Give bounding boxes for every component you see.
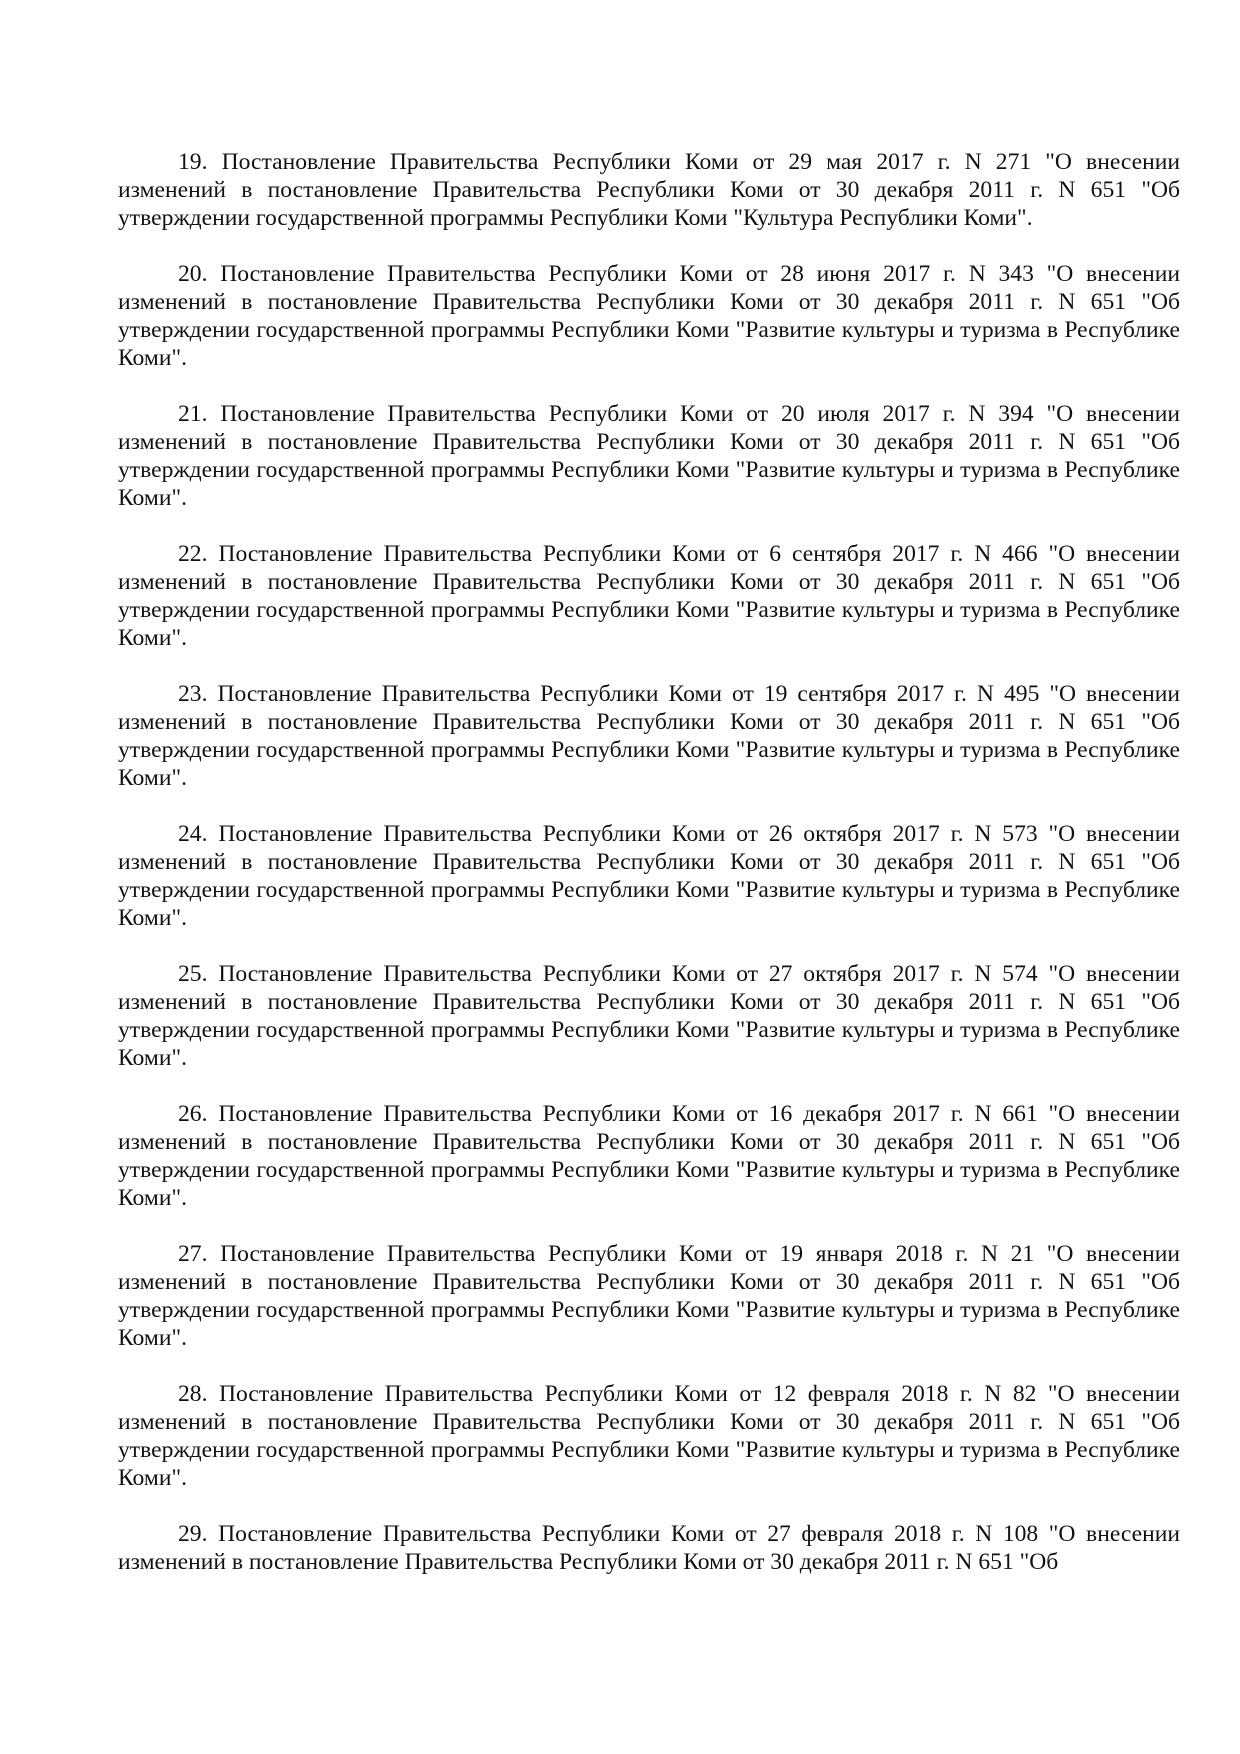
list-item-21: 21. Постановление Правительства Республики Коми от 20 июля 2017 г. N 394 "О внесении изменений в постановление Правительства Республики Коми от 30 декабря 2011 г. N 651 "Об утверждении государственной программы Республики Коми "Развитие культуры и туризма в Республике Коми".	[118, 401, 1180, 511]
list-item-22: 22. Постановление Правительства Республики Коми от 6 сентября 2017 г. N 466 "О внесении изменений в постановление Правительства Республики Коми от 30 декабря 2011 г. N 651 "Об утверждении государственной программы Республики Коми "Развитие культуры и туризма в Республике Коми".	[118, 541, 1180, 651]
list-item-29: 29. Постановление Правительства Республики Коми от 27 февраля 2018 г. N 108 "О внесении изменений в постановление Правительства Республики Коми от 30 декабря 2011 г. N 651 "Об	[118, 1521, 1180, 1575]
list-item-28: 28. Постановление Правительства Республики Коми от 12 февраля 2018 г. N 82 "О внесении изменений в постановление Правительства Республики Коми от 30 декабря 2011 г. N 651 "Об утверждении государственной программы Республики Коми "Развитие культуры и туризма в Республике Коми".	[118, 1381, 1180, 1491]
list-item-25: 25. Постановление Правительства Республики Коми от 27 октября 2017 г. N 574 "О внесении изменений в постановление Правительства Республики Коми от 30 декабря 2011 г. N 651 "Об утверждении государственной программы Республики Коми "Развитие культуры и туризма в Республике Коми".	[118, 961, 1180, 1071]
list-item-19: 19. Постановление Правительства Республики Коми от 29 мая 2017 г. N 271 "О внесении изменений в постановление Правительства Республики Коми от 30 декабря 2011 г. N 651 "Об утверждении государственной программы Республики Коми "Культура Республики Коми".	[118, 149, 1180, 231]
document-page	[118, 148, 1180, 1576]
list-item-20: 20. Постановление Правительства Республики Коми от 28 июня 2017 г. N 343 "О внесении изменений в постановление Правительства Республики Коми от 30 декабря 2011 г. N 651 "Об утверждении государственной программы Республики Коми "Развитие культуры и туризма в Республике Коми".	[118, 261, 1180, 371]
list-item-24: 24. Постановление Правительства Республики Коми от 26 октября 2017 г. N 573 "О внесении изменений в постановление Правительства Республики Коми от 30 декабря 2011 г. N 651 "Об утверждении государственной программы Республики Коми "Развитие культуры и туризма в Республике Коми".	[118, 821, 1180, 931]
list-item-27: 27. Постановление Правительства Республики Коми от 19 января 2018 г. N 21 "О внесении изменений в постановление Правительства Республики Коми от 30 декабря 2011 г. N 651 "Об утверждении государственной программы Республики Коми "Развитие культуры и туризма в Республике Коми".	[118, 1241, 1180, 1351]
list-item-23: 23. Постановление Правительства Республики Коми от 19 сентября 2017 г. N 495 "О внесении изменений в постановление Правительства Республики Коми от 30 декабря 2011 г. N 651 "Об утверждении государственной программы Республики Коми "Развитие культуры и туризма в Республике Коми".	[118, 681, 1180, 791]
list-item-26: 26. Постановление Правительства Республики Коми от 16 декабря 2017 г. N 661 "О внесении изменений в постановление Правительства Республики Коми от 30 декабря 2011 г. N 651 "Об утверждении государственной программы Республики Коми "Развитие культуры и туризма в Республике Коми".	[118, 1101, 1180, 1211]
